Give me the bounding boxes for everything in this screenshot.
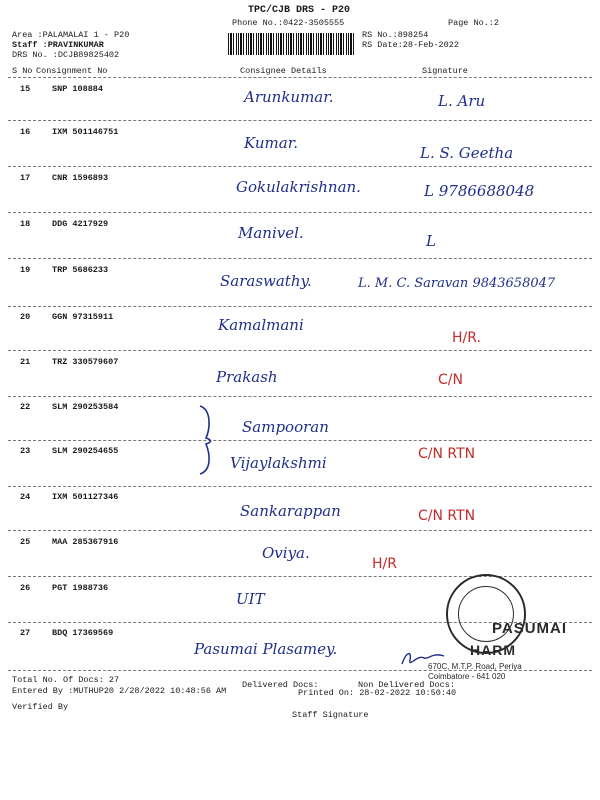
row-remark: H/R — [372, 556, 397, 572]
row-divider — [8, 396, 592, 397]
row-consignee: Manivel. — [238, 224, 304, 242]
row-sno: 15 — [20, 84, 31, 94]
row-consignment: TRZ 330579607 — [52, 357, 119, 367]
row-signature: L. M. C. Saravan 9843658047 — [358, 276, 556, 291]
row-sno: 24 — [20, 492, 31, 502]
row-consignment: GGN 97315911 — [52, 312, 114, 322]
row-sno: 21 — [20, 357, 31, 367]
verified-by: Verified By — [12, 702, 69, 712]
col-consignment: Consignment No — [36, 66, 108, 76]
rs-date: RS Date:28-Feb-2022 — [362, 40, 459, 50]
row-divider — [8, 530, 592, 531]
row-sno: 17 — [20, 173, 31, 183]
row-sno: 16 — [20, 127, 31, 137]
row-sno: 25 — [20, 537, 31, 547]
row-consignment: BDQ 17369569 — [52, 628, 114, 638]
delivered-docs: Delivered Docs: — [242, 680, 319, 690]
row-consignment: SNP 108884 — [52, 84, 104, 94]
row-consignment: SLM 290253584 — [52, 402, 119, 412]
row-consignee: Sampooran — [242, 418, 329, 436]
area: Area :PALAMALAI 1 - P20 — [12, 30, 130, 40]
row-remark: C/N RTN — [418, 508, 476, 524]
row-consignment: IXM 501146751 — [52, 127, 119, 137]
row-consignment: DDG 4217929 — [52, 219, 109, 229]
stamp-signature — [398, 646, 448, 670]
page-number: Page No.:2 — [448, 18, 500, 28]
staff-name: Staff :PRAVINKUMAR — [12, 40, 104, 50]
col-sno: S No — [12, 66, 33, 76]
row-consignee: Vijaylakshmi — [230, 454, 327, 472]
row-consignment: MAA 285367916 — [52, 537, 119, 547]
row-divider — [8, 440, 592, 441]
non-delivered-docs: Non Delivered Docs: — [358, 680, 455, 690]
row-remark: H/R. — [452, 330, 481, 346]
stamp-brand-bottom: HARM — [470, 642, 516, 658]
row-signature: L 9786688048 — [424, 182, 535, 200]
stamp-brand-top: PASUMAI — [492, 620, 568, 637]
stamp-address-1: 670C, M.T.P. Road, Periya — [428, 662, 522, 671]
row-divider — [8, 306, 592, 307]
row-consignment: PGT 1988736 — [52, 583, 109, 593]
row-consignee: Sankarappan — [240, 502, 341, 520]
row-remark: C/N — [438, 372, 463, 388]
row-divider — [8, 576, 592, 577]
barcode — [228, 33, 354, 55]
row-signature: L. S. Geetha — [420, 144, 514, 162]
handwritten-bracket — [196, 404, 218, 476]
row-signature: L — [426, 232, 436, 250]
row-divider — [8, 166, 592, 167]
row-consignee: Kumar. — [244, 134, 298, 152]
row-divider — [8, 212, 592, 213]
row-consignment: SLM 290254655 — [52, 446, 119, 456]
row-sno: 27 — [20, 628, 31, 638]
row-sno: 18 — [20, 219, 31, 229]
row-divider — [8, 486, 592, 487]
header-divider — [8, 77, 592, 78]
drs-number: DRS No. :DCJB89825402 — [12, 50, 120, 60]
row-signature: L. Aru — [438, 92, 486, 110]
entered-by: Entered By :MUTHUP20 2/28/2022 10:48:56 AM — [12, 686, 227, 696]
row-consignment: IXM 501127346 — [52, 492, 119, 502]
staff-signature-label: Staff Signature — [292, 710, 369, 720]
row-consignee: Oviya. — [262, 544, 310, 562]
row-consignee: Prakash — [216, 368, 278, 386]
row-consignee: Arunkumar. — [244, 88, 334, 106]
printed-on: Printed On: 28-02-2022 10:50:40 — [298, 688, 457, 698]
sheet-title: TPC/CJB DRS - P20 — [248, 5, 351, 16]
row-divider — [8, 350, 592, 351]
row-consignee: Kamalmani — [218, 316, 304, 334]
row-consignee: Gokulakrishnan. — [236, 178, 361, 196]
rs-number: RS No.:898254 — [362, 30, 429, 40]
row-consignment: CNR 1596893 — [52, 173, 109, 183]
row-divider — [8, 258, 592, 259]
row-consignee: UIT — [236, 590, 265, 608]
stamp-address-2: Coimbatore - 641 020 — [428, 672, 506, 681]
row-sno: 22 — [20, 402, 31, 412]
row-sno: 23 — [20, 446, 31, 456]
row-sno: 20 — [20, 312, 31, 322]
col-consignee: Consignee Details — [240, 66, 327, 76]
row-consignment: TRP 5686233 — [52, 265, 109, 275]
total-docs: Total No. Of Docs: 27 — [12, 675, 120, 685]
col-signature: Signature — [422, 66, 468, 76]
phone-number: Phone No.:0422-3505555 — [232, 18, 345, 28]
row-sno: 19 — [20, 265, 31, 275]
row-divider — [8, 120, 592, 121]
row-consignee: Pasumai Plasamey. — [194, 640, 338, 658]
row-consignee: Saraswathy. — [220, 272, 312, 290]
row-sno: 26 — [20, 583, 31, 593]
row-remark: C/N RTN — [418, 446, 476, 462]
